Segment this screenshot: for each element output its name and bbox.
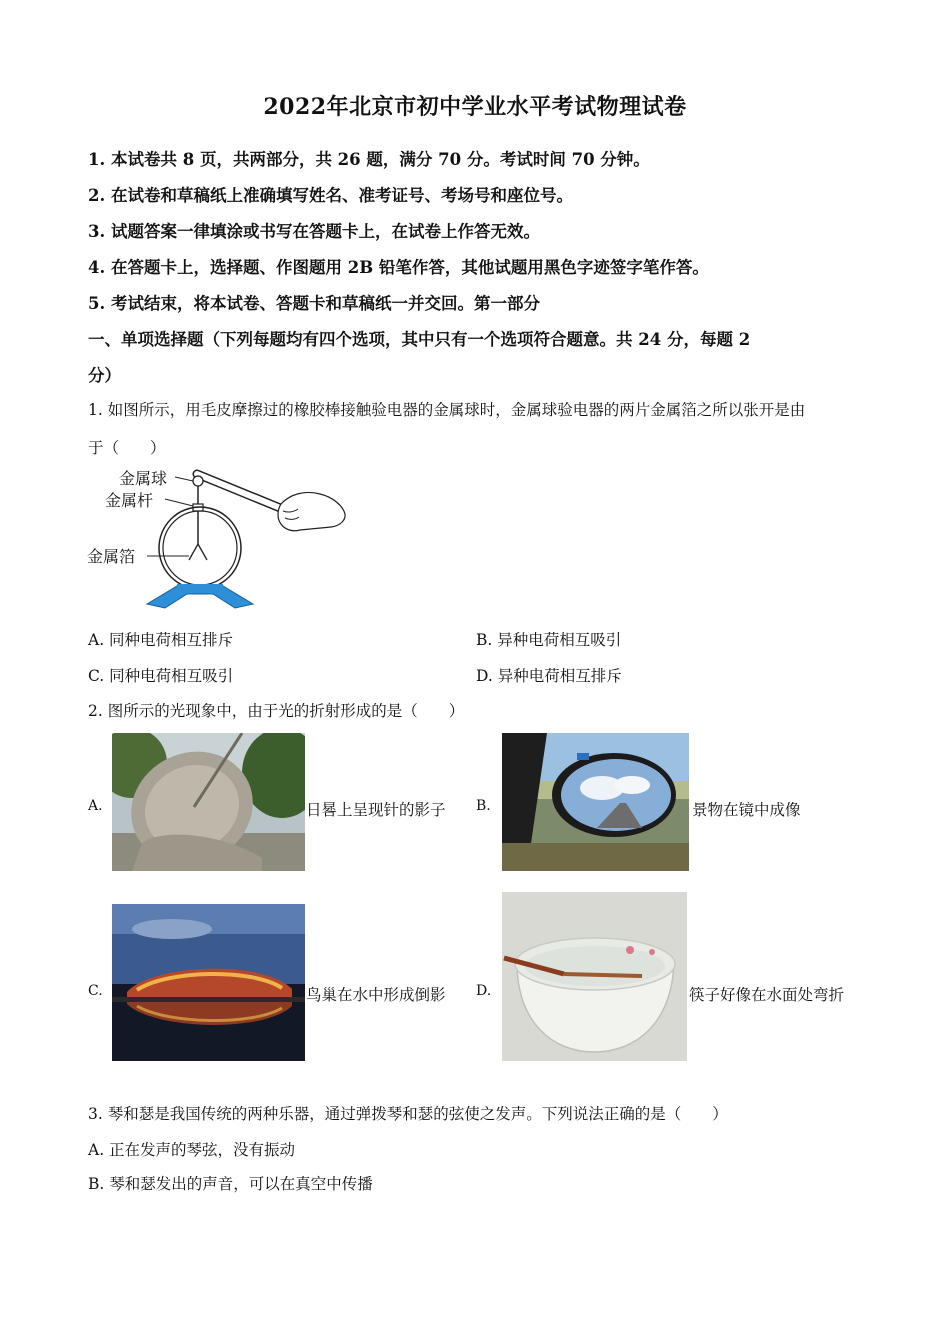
page-title: 2022年北京市初中学业水平考试物理试卷 (263, 94, 687, 120)
q2-option-a-letter: A. (88, 798, 103, 814)
q1-option-c: C. 同种电荷相互吸引 (88, 667, 234, 685)
q2-option-b-letter: B. (476, 798, 491, 814)
q1-option-b: B. 异种电荷相互吸引 (476, 631, 622, 649)
label-metal-ball: 金属球 (119, 469, 168, 488)
label-metal-foil: 金属箔 (87, 547, 136, 566)
instruction-3: 3. 试题答案一律填涂或书写在答题卡上，在试卷上作答无效。 (88, 222, 540, 241)
q3-option-b: B. 琴和瑟发出的声音，可以在真空中传播 (88, 1175, 373, 1193)
instruction-1: 1. 本试卷共 8 页，共两部分，共 26 题，满分 70 分。考试时间 70 分钟。 (88, 150, 650, 169)
label-metal-rod: 金属杆 (105, 491, 154, 510)
car-mirror-photo (502, 733, 689, 871)
q3-option-a: A. 正在发声的琴弦，没有振动 (88, 1141, 296, 1159)
q1-stem: 1. 如图所示，用毛皮摩擦过的橡胶棒接触验电器的金属球时，金属球验电器的两片金属箔之所以张开是由 (88, 401, 806, 419)
electroscope-figure (85, 464, 350, 616)
q2-option-b-caption: 景物在镜中成像 (692, 801, 801, 819)
q1-option-d: D. 异种电荷相互排斥 (476, 667, 622, 685)
sundial-photo (112, 733, 305, 871)
instruction-4: 4. 在答题卡上，选择题、作图题用 2B 铅笔作答，其他试题用黑色字迹签字笔作答。 (88, 258, 709, 277)
chopsticks-bowl-photo (502, 892, 687, 1061)
q2-option-c-letter: C. (88, 983, 103, 999)
birds-nest-photo (112, 904, 305, 1061)
q2-stem: 2. 图所示的光现象中，由于光的折射形成的是（ ） (88, 702, 465, 720)
instruction-5: 5. 考试结束，将本试卷、答题卡和草稿纸一并交回。第一部分 (88, 294, 540, 313)
q2-option-d-letter: D. (476, 983, 492, 999)
section-heading-cont: 分） (88, 366, 121, 385)
q2-option-a-caption: 日晷上呈现针的影子 (306, 801, 446, 819)
q1-option-a: A. 同种电荷相互排斥 (88, 631, 234, 649)
q2-option-d-caption: 筷子好像在水面处弯折 (689, 986, 845, 1004)
q1-stem-cont: 于（ ） (88, 439, 166, 457)
instruction-2: 2. 在试卷和草稿纸上准确填写姓名、准考证号、考场号和座位号。 (88, 186, 573, 205)
q3-stem: 3. 琴和瑟是我国传统的两种乐器，通过弹拨琴和瑟的弦使之发声。下列说法正确的是（ ） (88, 1105, 728, 1123)
q2-option-c-caption: 鸟巢在水中形成倒影 (306, 986, 446, 1004)
section-heading: 一、单项选择题（下列每题均有四个选项，其中只有一个选项符合题意。共 24 分，每题 2 (88, 330, 751, 349)
